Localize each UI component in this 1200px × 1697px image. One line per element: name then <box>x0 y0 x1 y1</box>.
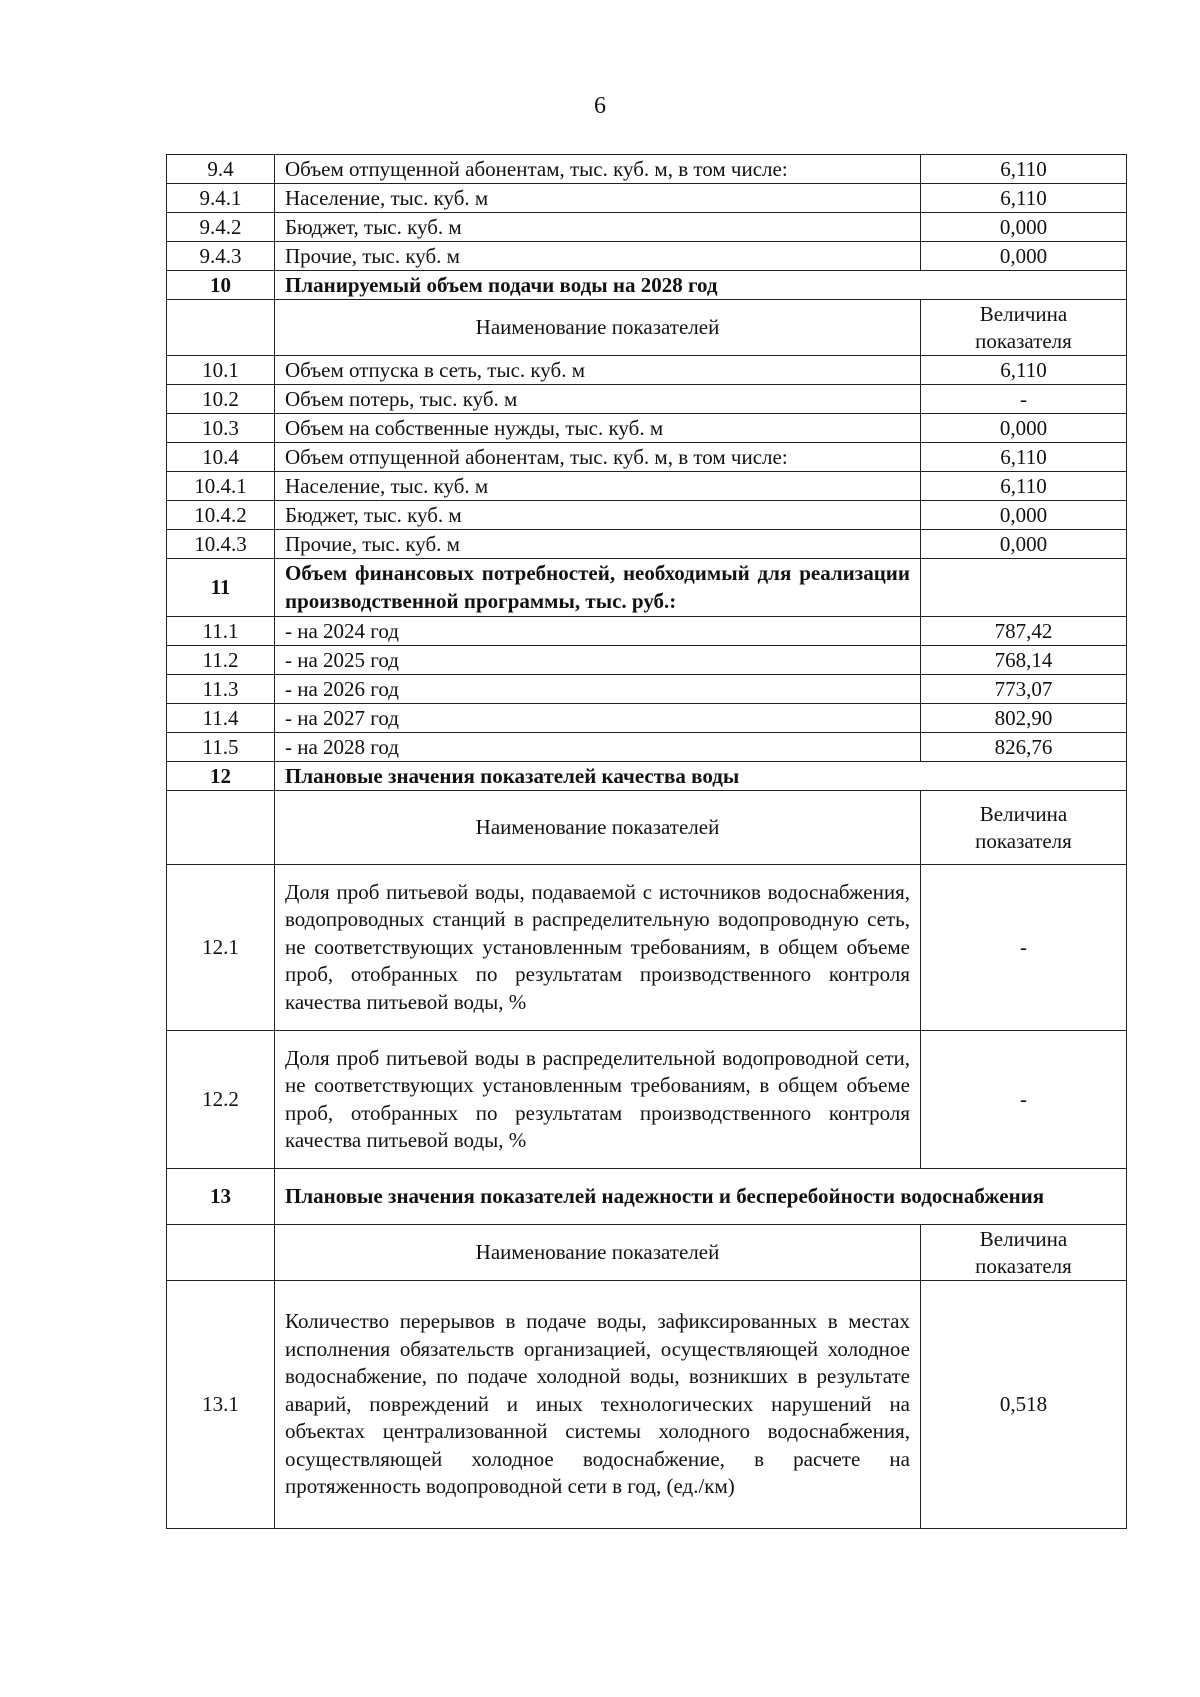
row-value: 0,000 <box>921 501 1127 530</box>
table-row <box>167 155 1127 184</box>
row-name: Объем потерь, тыс. куб. м <box>275 385 921 414</box>
row-name: Бюджет, тыс. куб. м <box>275 501 921 530</box>
row-value: 6,110 <box>921 184 1127 213</box>
row-number: 10.1 <box>167 356 275 385</box>
row-number: 11.4 <box>167 704 275 733</box>
section-row <box>167 1169 1127 1225</box>
section-title: Объем финансовых потребностей, необходимый для реализации производственной программы, тыс. руб.: <box>275 559 921 617</box>
row-number: 10.3 <box>167 414 275 443</box>
row-name: Население, тыс. куб. м <box>275 184 921 213</box>
row-value: 802,90 <box>921 704 1127 733</box>
header-name: Наименование показателей <box>275 1225 921 1281</box>
row-value: 0,518 <box>921 1281 1127 1529</box>
row-number: 9.4 <box>167 155 275 184</box>
header-empty-cell <box>167 791 275 865</box>
section-number: 11 <box>167 559 275 617</box>
row-name: Объем отпущенной абонентам, тыс. куб. м, в том числе: <box>275 443 921 472</box>
table-row <box>167 1031 1127 1169</box>
row-number: 12.2 <box>167 1031 275 1169</box>
row-number: 11.1 <box>167 617 275 646</box>
row-value: 773,07 <box>921 675 1127 704</box>
header-value: Величина показателя <box>921 791 1127 865</box>
row-number: 9.4.2 <box>167 213 275 242</box>
header-empty-cell <box>167 1225 275 1281</box>
row-value: 6,110 <box>921 443 1127 472</box>
row-name: - на 2026 год <box>275 675 921 704</box>
table-row <box>167 865 1127 1031</box>
table-row <box>167 184 1127 213</box>
header-value: Величина показателя <box>921 300 1127 356</box>
section-title: Плановые значения показателей качества воды <box>275 762 1127 791</box>
row-value: 768,14 <box>921 646 1127 675</box>
header-name: Наименование показателей <box>275 791 921 865</box>
table-row <box>167 1281 1127 1529</box>
table-row <box>167 443 1127 472</box>
table-row <box>167 646 1127 675</box>
table-row <box>167 242 1127 271</box>
row-value: 0,000 <box>921 213 1127 242</box>
section-number: 12 <box>167 762 275 791</box>
row-value: 6,110 <box>921 472 1127 501</box>
row-name: - на 2025 год <box>275 646 921 675</box>
section-row <box>167 271 1127 300</box>
section-number: 10 <box>167 271 275 300</box>
row-number: 11.2 <box>167 646 275 675</box>
row-number: 11.3 <box>167 675 275 704</box>
row-name: - на 2027 год <box>275 704 921 733</box>
header-row <box>167 1225 1127 1281</box>
row-value: 0,000 <box>921 242 1127 271</box>
table-row <box>167 213 1127 242</box>
table-row <box>167 530 1127 559</box>
table-row <box>167 617 1127 646</box>
table-row <box>167 472 1127 501</box>
row-value: - <box>921 385 1127 414</box>
row-name: - на 2024 год <box>275 617 921 646</box>
row-name: Прочие, тыс. куб. м <box>275 242 921 271</box>
row-value: 6,110 <box>921 356 1127 385</box>
row-number: 12.1 <box>167 865 275 1031</box>
row-value: - <box>921 865 1127 1031</box>
row-number: 10.4.1 <box>167 472 275 501</box>
header-value: Величина показателя <box>921 1225 1127 1281</box>
row-number: 11.5 <box>167 733 275 762</box>
table-row <box>167 414 1127 443</box>
row-number: 9.4.1 <box>167 184 275 213</box>
row-name: Объем отпущенной абонентам, тыс. куб. м, в том числе: <box>275 155 921 184</box>
table-row <box>167 675 1127 704</box>
row-number: 10.4.3 <box>167 530 275 559</box>
row-number: 9.4.3 <box>167 242 275 271</box>
table-row <box>167 733 1127 762</box>
row-name: Прочие, тыс. куб. м <box>275 530 921 559</box>
header-row <box>167 300 1127 356</box>
section-row <box>167 762 1127 791</box>
section-empty-cell <box>921 559 1127 617</box>
row-name: Количество перерывов в подаче воды, зафиксированных в местах исполнения обязательств организацией, осуществляющей холодное водоснабжение, по подаче холодной воды, возникших в результате аварий, повреждений и иных технологических нарушений на объектах централизованной системы холодного водоснабжения, осуществляющей холодное водоснабжение, в расчете на протяженность водопроводной сети в год, (ед./км) <box>275 1281 921 1529</box>
header-row <box>167 791 1127 865</box>
table-row <box>167 704 1127 733</box>
row-name: - на 2028 год <box>275 733 921 762</box>
row-number: 13.1 <box>167 1281 275 1529</box>
table-row <box>167 356 1127 385</box>
section-title: Плановые значения показателей надежности и бесперебойности водоснабжения <box>275 1169 1127 1225</box>
header-empty-cell <box>167 300 275 356</box>
row-value: 826,76 <box>921 733 1127 762</box>
row-value: 0,000 <box>921 530 1127 559</box>
section-number: 13 <box>167 1169 275 1225</box>
row-name: Бюджет, тыс. куб. м <box>275 213 921 242</box>
row-number: 10.4.2 <box>167 501 275 530</box>
row-value: 0,000 <box>921 414 1127 443</box>
header-name: Наименование показателей <box>275 300 921 356</box>
row-value: 787,42 <box>921 617 1127 646</box>
row-name: Объем на собственные нужды, тыс. куб. м <box>275 414 921 443</box>
row-value: - <box>921 1031 1127 1169</box>
indicators-table <box>166 154 1127 1529</box>
section-row <box>167 559 1127 617</box>
row-number: 10.4 <box>167 443 275 472</box>
table-row <box>167 385 1127 414</box>
section-title: Планируемый объем подачи воды на 2028 год <box>275 271 1127 300</box>
row-name: Объем отпуска в сеть, тыс. куб. м <box>275 356 921 385</box>
row-name: Доля проб питьевой воды, подаваемой с источников водоснабжения, водопроводных станций в распределительную водопроводную сеть, не соответствующих установленным требованиям, в общем объеме проб, отобранных по результатам производственного контроля качества питьевой воды, % <box>275 865 921 1031</box>
table-row <box>167 501 1127 530</box>
row-number: 10.2 <box>167 385 275 414</box>
row-value: 6,110 <box>921 155 1127 184</box>
page-number: 6 <box>594 93 606 119</box>
row-name: Доля проб питьевой воды в распределительной водопроводной сети, не соответствующих установленным требованиям, в общем объеме проб, отобранных по результатам производственного контроля качества питьевой воды, % <box>275 1031 921 1169</box>
row-name: Население, тыс. куб. м <box>275 472 921 501</box>
